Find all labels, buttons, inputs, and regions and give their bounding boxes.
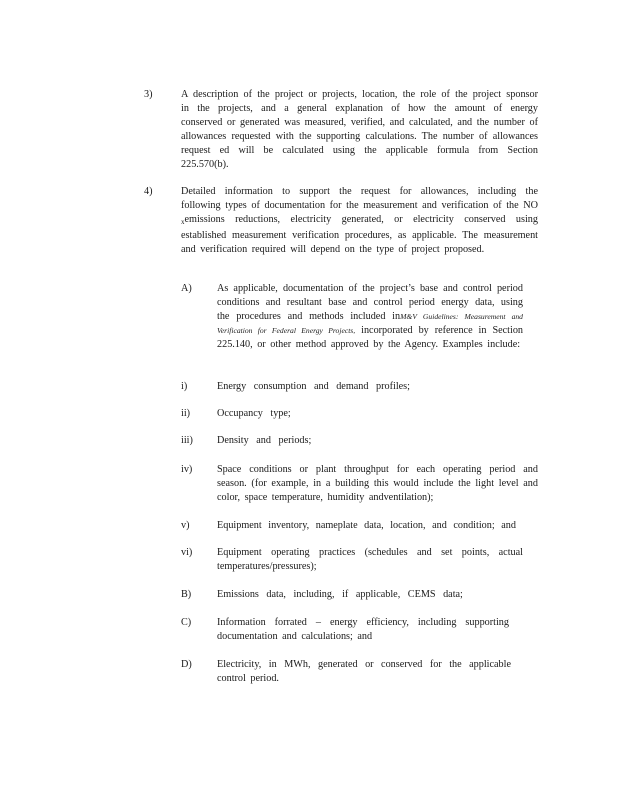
- item-3-text: A description of the project or projects, location, the role of the project sponsor in the projects, and a general explanation of how the amount of energy conserved or generated was measured, verified, and calculated, and the number of allowances requested with the supporting calculations. The number of allowances request ed will be calculated using the applicable formula from Section 225.570(b).: [181, 89, 538, 170]
- item-vi-text: Equipment operating practices (schedules and set points, actual temperatures/pressures);: [217, 547, 523, 572]
- item-d-label: D): [181, 659, 192, 670]
- item-iv-text: Space conditions or plant throughput for each operating period and season. (for example, in a building this would include the light level and color, space temperature, humidity andventilation);: [217, 464, 538, 503]
- item-d-text: Electricity, in MWh, generated or conserved for the applicable control period.: [217, 659, 511, 684]
- item-ii-text: Occupancy type;: [217, 408, 291, 419]
- item-iii-label: iii): [181, 435, 193, 446]
- item-b-text: Emissions data, including, if applicable, CEMS data;: [217, 589, 463, 600]
- item-i-label: i): [181, 381, 188, 392]
- item-a-label: A): [181, 283, 192, 294]
- item-a-text: [217, 282, 523, 352]
- item-4-label: 4): [144, 186, 153, 197]
- item-3-label: 3): [144, 89, 153, 100]
- item-b-label: B): [181, 589, 192, 600]
- item-a-text-part2: incorporated by reference in Section 225.140, or other method approved by the Agency. Examples include:: [217, 325, 524, 350]
- nox-subscript: x: [181, 218, 185, 226]
- item-a-text-part1: As applicable, documentation of the project’s base and control period conditions and resultant base and control period energy data, using the procedures and methods included in: [217, 283, 523, 322]
- item-a-italic-title: M&V Guidelines: Measurement and Verification for Federal Energy Projects,: [217, 312, 523, 335]
- item-4-text: [181, 185, 538, 257]
- item-vi-label: vi): [181, 547, 193, 558]
- item-v-label: v): [181, 520, 190, 531]
- item-c-label: C): [181, 617, 192, 628]
- item-v-text: Equipment inventory, nameplate data, location, and condition; and: [217, 520, 516, 531]
- item-ii-label: ii): [181, 408, 191, 419]
- item-iv-label: iv): [181, 464, 193, 475]
- item-i-text: Energy consumption and demand profiles;: [217, 381, 410, 392]
- item-c-text: Information forrated – energy efficiency, including supporting documentation and calculations; and: [217, 617, 509, 642]
- item-4-text-part1: Detailed information to support the request for allowances, including the following types of documentation for the measurement and verification of the NO: [181, 186, 538, 211]
- item-4-text-part2: emissions reductions, electricity generated, or electricity conserved using established measurement verification procedures, as applicable. The measurement and verification required will depend on the type of project proposed.: [181, 214, 538, 255]
- item-iii-text: Density and periods;: [217, 435, 312, 446]
